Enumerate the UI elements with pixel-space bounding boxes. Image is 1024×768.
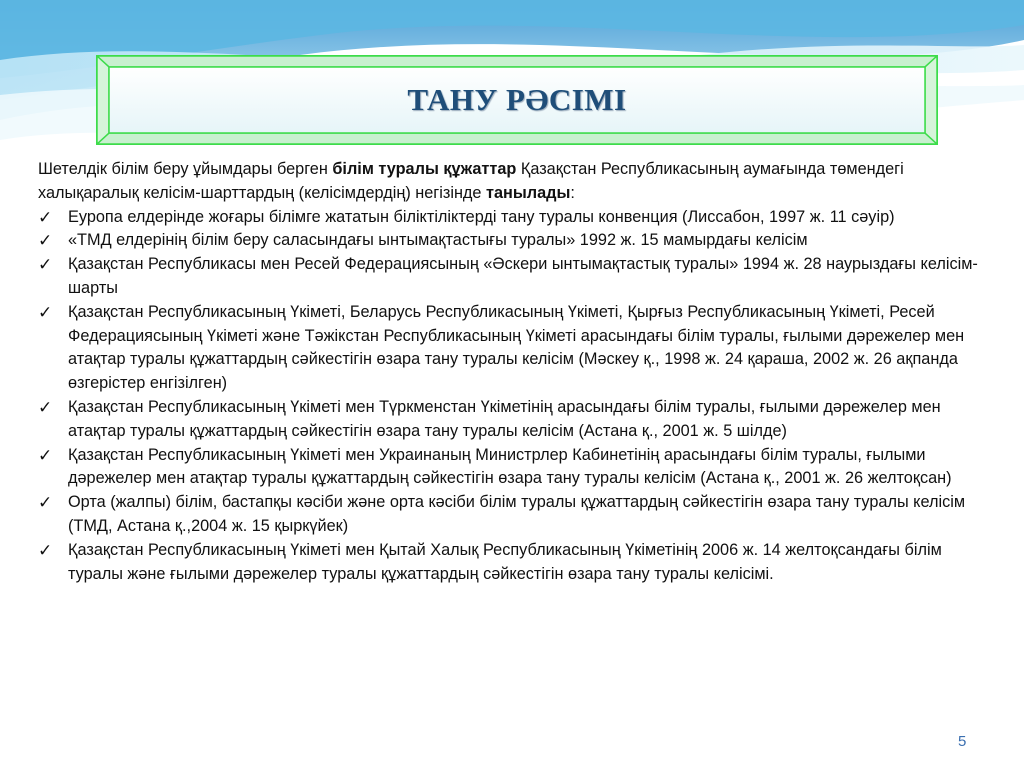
check-icon: ✓ bbox=[38, 397, 53, 417]
intro-text-2: Қазақстан Республикасының аумағында төмендегі халықаралық келісім-шарттардың (келісімдердің) негізінде bbox=[38, 160, 904, 202]
intro-paragraph bbox=[38, 158, 998, 206]
list-item-text: «ТМД елдерінің білім беру саласындағы ынтымақтастығы туралы» 1992 ж. 15 мамырдағы келісім bbox=[68, 231, 808, 250]
title-frame bbox=[96, 55, 938, 145]
agreements-list bbox=[38, 206, 998, 587]
list-item bbox=[38, 229, 998, 253]
intro-text-3: : bbox=[570, 183, 575, 202]
page-number: 5 bbox=[958, 733, 967, 750]
list-item-text: Орта (жалпы) білім, бастапқы кәсіби және орта кәсіби білім туралы құжаттардың сәйкестігін өзара тану туралы келісім (ТМД, Астана қ.,2004 ж. 15 қыркүйек) bbox=[68, 493, 966, 535]
list-item-text: Қазақстан Республикасының Үкіметі, Беларусь Республикасының Үкіметі, Қырғыз Республикасының Үкіметі, Ресей Федерациясының Үкіметі және Тәжікстан Республикасының Үкіметі арасындағы білім туралы, ғылыми дәрежелер мен атақтар туралы құжаттардың сәйкестігін өзара тану туралы келісім (Мәскеу қ., 1998 ж. 24 қараша, 2002 ж. 26 ақпанда өзгерістер енгізілген) bbox=[68, 302, 965, 393]
list-item-text: Еуропа елдерінде жоғары білімге жататын біліктіліктерді тану туралы конвенция (Лиссабон, 1997 ж. 11 сәуір) bbox=[68, 207, 895, 226]
check-icon: ✓ bbox=[38, 231, 53, 251]
list-item bbox=[38, 301, 998, 396]
check-icon: ✓ bbox=[38, 207, 53, 227]
check-icon: ✓ bbox=[38, 493, 53, 513]
check-icon: ✓ bbox=[38, 540, 53, 560]
check-icon: ✓ bbox=[38, 255, 53, 275]
intro-bold-2: танылады bbox=[486, 183, 571, 202]
intro-text-1: Шетелдік білім беру ұйымдары берген bbox=[38, 160, 333, 178]
list-item bbox=[38, 206, 998, 230]
check-icon: ✓ bbox=[38, 302, 53, 322]
list-item bbox=[38, 539, 998, 587]
check-icon: ✓ bbox=[38, 445, 53, 465]
list-item bbox=[38, 253, 998, 301]
list-item-text: Қазақстан Республикасының Үкіметі мен Түркменстан Үкіметінің арасындағы білім туралы, ғылыми дәрежелер мен атақтар туралы құжаттардың сәйкестігін өзара тану туралы келісім (Астана қ., 2001 ж. 5 шілде) bbox=[68, 397, 941, 440]
slide-body bbox=[38, 158, 998, 586]
list-item-text: Қазақстан Республикасы мен Ресей Федерациясының «Әскери ынтымақтастық туралы» 1994 ж. 28 наурыздағы келісім-шарты bbox=[68, 255, 978, 297]
slide-title: ТАНУ РӘСІМІ bbox=[407, 82, 627, 117]
intro-bold-1: білім туралы құжаттар bbox=[332, 160, 517, 178]
list-item-text: Қазақстан Республикасының Үкіметі мен Қытай Халық Республикасының Үкіметінің 2006 ж. 14 желтоқсандағы білім туралы және ғылыми дәрежелер туралы құжаттардың сәйкестігін өзара тану туралы келісімі. bbox=[68, 540, 942, 583]
list-item bbox=[38, 491, 998, 539]
list-item-text: Қазақстан Республикасының Үкіметі мен Украинаның Министрлер Кабинетінің арасындағы білім туралы, ғылыми дәрежелер мен атақтар туралы құжаттардың сәйкестігін өзара тану туралы келісім (Астана қ., 2001 ж. 26 желтоқсан) bbox=[68, 445, 952, 488]
list-item bbox=[38, 396, 998, 444]
list-item bbox=[38, 444, 998, 492]
